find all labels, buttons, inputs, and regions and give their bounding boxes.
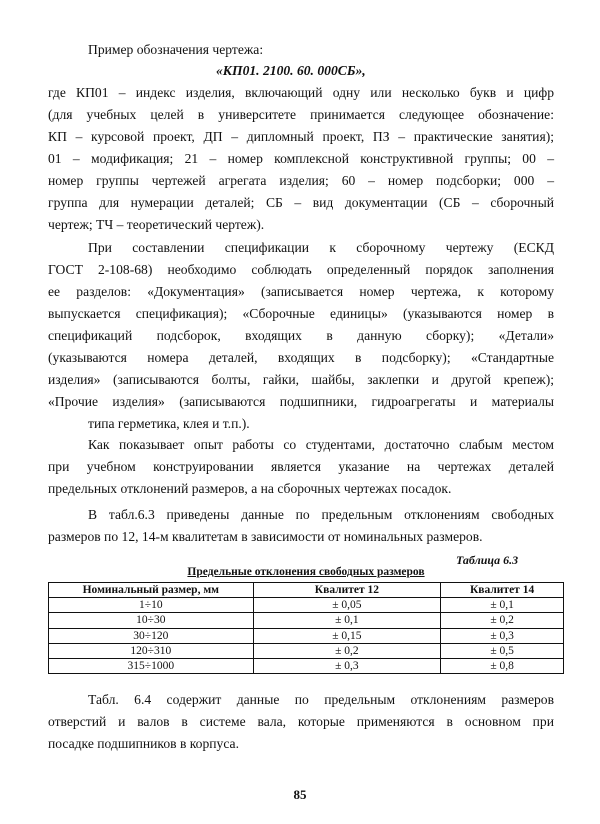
text-line: чертеж; ТЧ – теоретический чертеж). [48, 217, 265, 232]
text-line: выпускается спецификация); «Сборочные единицы» (указываются номер в [48, 306, 554, 321]
text-line: Табл. 6.4 содержит данные по предельным отклонениям размеров [88, 692, 554, 707]
text-line: В табл.6.3 приведены данные по предельным отклонениям свободных [88, 507, 554, 522]
table-cell: 30÷120 [49, 628, 254, 643]
text-line: размеров по 12, 14-м квалитетам в зависимости от номинальных размеров. [48, 529, 483, 544]
table-row [49, 628, 564, 643]
table-cell: 120÷310 [49, 643, 254, 658]
text-line: отверстий и валов в системе вала, которые применяются в основном при [48, 714, 554, 729]
text-line: 01 – модификация; 21 – номер комплексной конструктивной группы; 00 – [48, 151, 554, 166]
table-cell: 315÷1000 [49, 658, 254, 673]
text-line: предельных отклонений размеров, а на сборочных чертежах посадок. [48, 481, 452, 496]
text-line: Как показывает опыт работы со студентами, достаточно слабым местом [88, 437, 554, 452]
text-line: При составлении спецификации к сборочному чертежу (ЕСКД [88, 240, 554, 255]
text-line: спецификаций подсборок, входящих в данную сборку); «Детали» [48, 328, 554, 343]
text-line: посадке подшипников в корпуса. [48, 736, 239, 751]
designation-formula: «КП01. 2100. 60. 000СБ», [216, 63, 366, 78]
text-line: где КП01 – индекс изделия, включающий одну или несколько букв и цифр [48, 85, 554, 100]
table-cell: ± 0,05 [253, 598, 441, 613]
text-line: (указываются номера деталей, входящих в подсборку); «Стандартные [48, 350, 554, 365]
table-caption: Таблица 6.3 [456, 553, 519, 567]
text-line: КП – курсовой проект, ДП – дипломный проект, ПЗ – практические занятия); [48, 129, 554, 144]
table-row [49, 613, 564, 628]
table-cell: ± 0,1 [253, 613, 441, 628]
text-line: «Прочие изделия» (записываются подшипники, гидроагрегаты и материалы [48, 394, 554, 409]
text-line: группа для нумерации деталей; СБ – вид документации (СБ – сборочный [48, 195, 554, 210]
table-cell: ± 0,15 [253, 628, 441, 643]
table-cell: ± 0,2 [441, 613, 564, 628]
table-row [49, 598, 564, 613]
table-row [49, 643, 564, 658]
table-cell: ± 0,3 [253, 658, 441, 673]
text-line: ее разделов: «Документация» (записывается номер чертежа, к которому [48, 284, 554, 299]
table-header-row [49, 583, 564, 598]
table-header-cell: Номинальный размер, мм [49, 583, 254, 598]
table-cell: 1÷10 [49, 598, 254, 613]
text-line: типа герметика, клея и т.п.). [88, 416, 250, 431]
table-cell: ± 0,2 [253, 643, 441, 658]
page-number: 85 [293, 787, 307, 802]
table-cell: 10÷30 [49, 613, 254, 628]
tolerance-table [48, 582, 564, 674]
table-header-cell: Квалитет 12 [253, 583, 441, 598]
table-header-cell: Квалитет 14 [441, 583, 564, 598]
table-cell: ± 0,3 [441, 628, 564, 643]
table-cell: ± 0,5 [441, 643, 564, 658]
text-line: Пример обозначения чертежа: [88, 42, 264, 57]
table-title: Предельные отклонения свободных размеров [187, 566, 425, 578]
text-line: при учебном конструировании является указание на чертежах деталей [48, 459, 554, 474]
text-line: ГОСТ 2-108-68) необходимо соблюдать определенный порядок заполнения [48, 262, 554, 277]
text-line: номер группы чертежей агрегата изделия; 60 – номер подсборки; 000 – [48, 173, 554, 188]
table-cell: ± 0,8 [441, 658, 564, 673]
table-row [49, 658, 564, 673]
text-line: изделия» (записываются болты, гайки, шайбы, заклепки и другой крепеж); [48, 372, 554, 387]
text-line: (для учебных целей в университете принимается следующее обозначение: [48, 107, 554, 122]
table-cell: ± 0,1 [441, 598, 564, 613]
